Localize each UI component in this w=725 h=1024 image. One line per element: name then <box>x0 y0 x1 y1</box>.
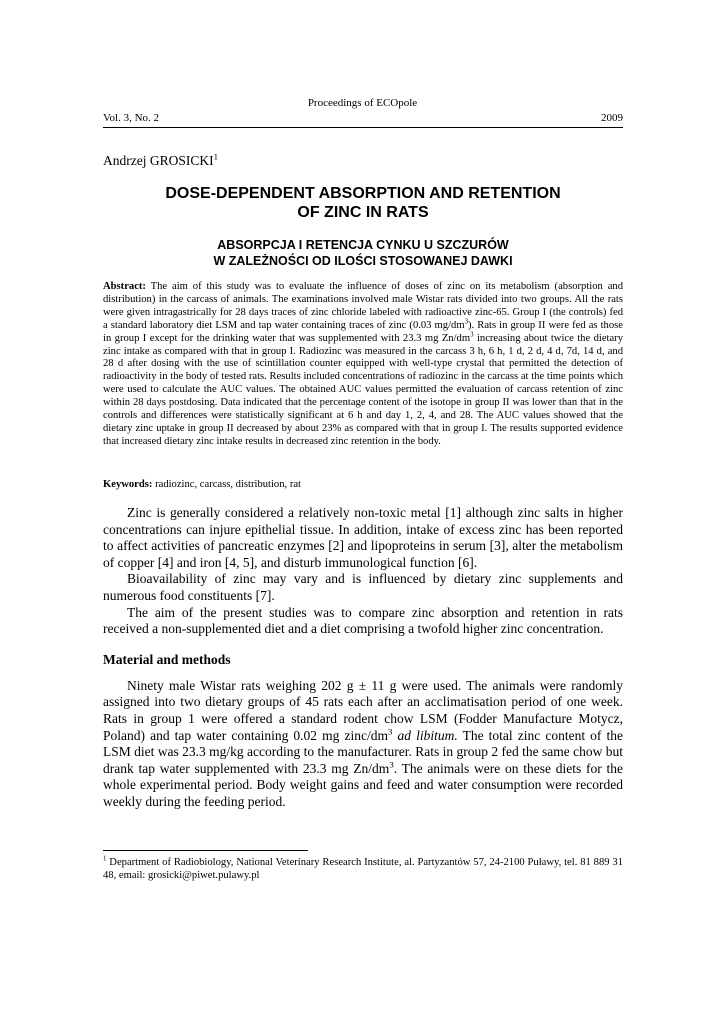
abstract-sup-1: 3 <box>464 318 469 326</box>
keywords-text: radiozinc, carcass, distribution, rat <box>152 479 301 490</box>
paragraph-2: Bioavailability of zinc may vary and is influenced by dietary zinc supplements and numerous food constituents [7]. <box>103 571 623 603</box>
footnote-text: Department of Radiobiology, National Veterinary Research Institute, al. Partyzantów 57, 24-2100 Puławy, tel. 81 889 31 48, email: grosicki@piwet.pulawy.pl <box>103 857 623 881</box>
abstract-text-1: The aim of this study was to evaluate the influence of doses of zinc on its metabolism (absorption and distribution) in the carcass of animals. The examinations involved male Wistar rats divided into two groups. All the rats were given intragastrically for 28 days traces of zinc chloride labeled with radioactive zinc-65. Group I (the controls) fed a standard laboratory diet LSM and tap water containing traces of zinc (0.03 mg/dm <box>103 281 623 331</box>
footnote <box>103 856 623 882</box>
paragraph-4-text-c: . The animals were on these diets for the whole experimental period. Body weight gains and feed and water consumption were recorded weekly during the feeding period. <box>103 760 623 809</box>
paragraph-4-sup-2: 3 <box>389 759 394 770</box>
abstract-label: Abstract: <box>103 281 146 292</box>
keywords <box>103 478 623 491</box>
author-line <box>103 153 218 169</box>
abstract-text-3: increasing about twice the dietary zinc intake as compared with that in group I. Radiozinc was measured in the carcass 3 h, 6 h, 1 d, 2 d, 4 d, 7d, 14 d, and 28 d after dosing with the use of scintillation counter equipped with well-type crystal that permitted the detection of radioactivity in the body of tested rats. Results included concentrations of radiozinc in the carcass at the time points which were used to calculate the AUC values. The obtained AUC values permitted the evaluation of carcass retention of zinc within 28 days postdosing. Data indicated that the percentage content of the isotope in group II was lower than that in the controls and differences were statistically significant at 6 h and day 1, 2, 4, and 28. The AUC values showed that the dietary zinc uptake in group II decreased by about 23% as compared with that in group I. The results supported evidence that increased dietary zinc intake results in decreased zinc retention in the body. <box>103 332 623 447</box>
abstract <box>103 281 623 449</box>
paragraph-3: The aim of the present studies was to compare zinc absorption and retention in rats received a non-supplemented diet and a diet comprising a twofold higher zinc concentration. <box>103 604 623 637</box>
title-line-1: DOSE-DEPENDENT ABSORPTION AND RETENTION <box>165 185 561 202</box>
author-name: Andrzej GROSICKI <box>103 153 214 168</box>
subtitle-line-2: W ZALEŻNOŚCI OD ILOŚCI STOSOWANEJ DAWKI <box>213 254 513 268</box>
paragraph-4 <box>103 678 623 811</box>
paragraph-4-italic: ad libitum. <box>392 727 458 743</box>
volume-number: Vol. 3, No. 2 <box>103 112 160 124</box>
footnote-divider <box>103 850 308 851</box>
paragraph-1: Zinc is generally considered a relatively non-toxic metal [1] although zinc salts in higher concentrations can injure epithelial tissue. In addition, intake of excess zinc has been reported to affect activities of pancreatic enzymes [2] and lipoproteins in serum [3], alter the metabolism of copper [4] and iron [4, 5], and disturb immunological function [6]. <box>103 505 623 570</box>
paper-title <box>103 184 623 222</box>
journal-name: Proceedings of ECOpole <box>307 97 418 109</box>
footnote-mark: 1 <box>103 855 107 863</box>
paragraph-4-text-a: Ninety male Wistar rats weighing 202 g ± 11 g were used. The animals were randomly assigned into two dietary groups of 45 rats each after an acclimatisation period of one week. Rats in group 1 were offered a standard rodent chow LSM (Fodder Manufacture Motycz, Poland) and tap water containing 0.02 mg zinc/dm <box>103 677 623 743</box>
paper-title-polish <box>103 237 623 269</box>
body-text <box>103 505 623 811</box>
paragraph-4-text-b: The total zinc content of the LSM diet was 23.3 mg/kg according to the manufacturer. Rats in group 2 fed the same chow but drank tap water supplemented with 23.3 mg Zn/dm <box>103 727 624 776</box>
section-heading-methods: Material and methods <box>103 651 231 667</box>
paragraph-4-sup-1: 3 <box>388 726 393 737</box>
running-header <box>103 112 623 128</box>
title-line-2: OF ZINC IN RATS <box>297 204 429 221</box>
abstract-sup-2: 3 <box>470 331 474 339</box>
subtitle-line-1: ABSORPCJA I RETENCJA CYNKU U SZCZURÓW <box>217 238 509 252</box>
abstract-text-2: ). Rats in group II were fed as those in group I except for the drinking water that was supplemented with 23.3 mg Zn/dm <box>103 319 623 344</box>
author-footnote-mark: 1 <box>213 151 219 162</box>
publication-year: 2009 <box>601 112 623 124</box>
keywords-label: Keywords: <box>103 479 153 490</box>
